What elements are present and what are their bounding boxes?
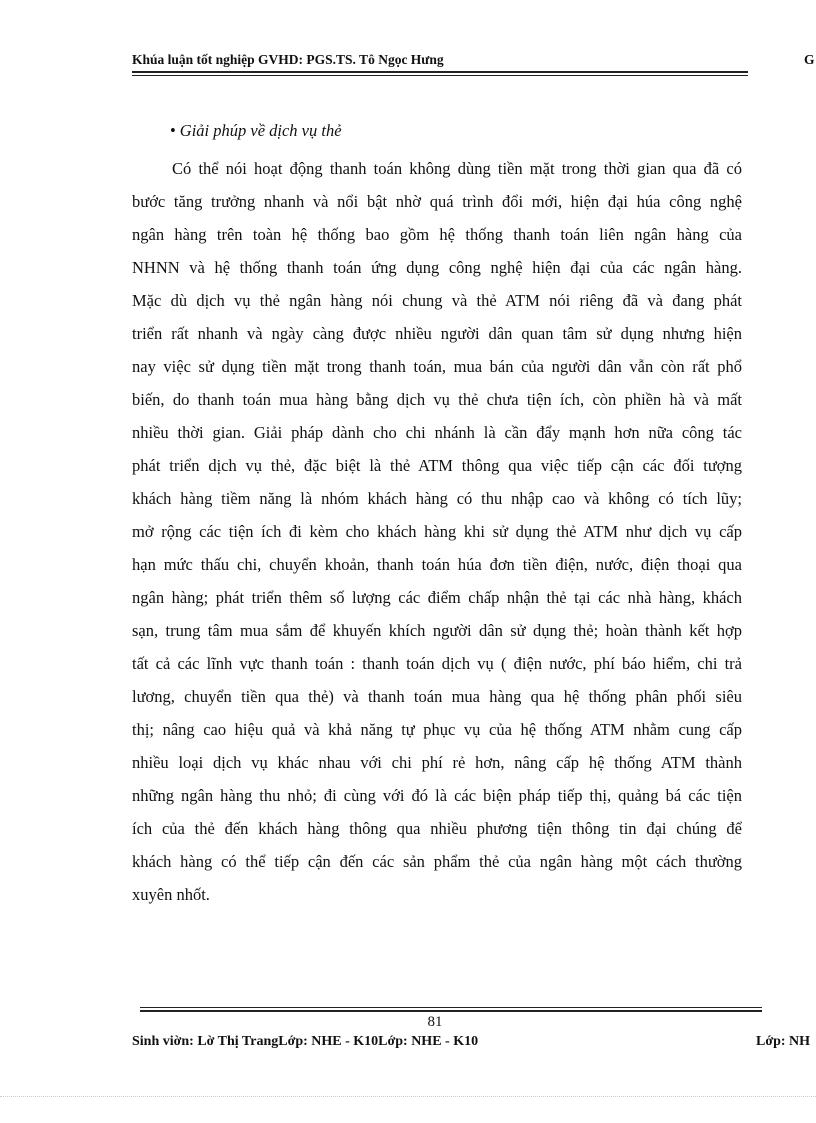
header-rule-top [132,71,748,73]
text-line: xuyên nhốt. [132,885,210,904]
text-line: biến, do thanh toán mua hàng bằng dịch vụ thẻ chưa tiện ích, còn phiền hà và mất [132,390,742,409]
header-thesis-title: Khúa luận tốt nghiệp GVHD: PGS.TS. Tô Ngọc Hưng [132,52,444,67]
header-rule-bottom [132,75,748,76]
page-bottom-divider [0,1096,816,1097]
text-line: ngân hàng trên toàn hệ thống bao gồm hệ thống thanh toán liên ngân hàng của [132,225,742,244]
text-line: lương, chuyển tiền qua thẻ) và thanh toán mua hàng qua hệ thống phân phối siêu [132,687,742,706]
header-right-text: G [804,52,815,67]
page-number: 81 [427,1014,443,1030]
text-line: NHNN và hệ thống thanh toán ứng dụng công nghệ hiện đại của các ngân hàng. [132,258,742,277]
text-line: thị; nâng cao hiệu quả và khả năng tự phục vụ của hệ thống ATM nhằm cung cấp [132,720,742,739]
text-line: mở rộng các tiện ích đi kèm cho khách hàng khi sử dụng thẻ ATM như dịch vụ cấp [132,522,742,541]
footer-class-info: Lớp: NH [756,1034,811,1049]
text-line: phát triển dịch vụ thẻ, đặc biệt là thẻ ATM thông qua việc tiếp cận các đối tượng [132,456,742,475]
text-line: sạn, trung tâm mua sắm để khuyến khích người dân sử dụng thẻ; hoàn thành kết hợp [132,621,742,640]
text-line: nhiều loại dịch vụ khác nhau với chi phí rẻ hơn, nâng cấp hệ thống ATM thành [132,753,742,772]
bullet-icon: • [170,121,176,140]
footer-rule-bottom [140,1010,762,1012]
section-heading [170,121,342,141]
text-line: ngân hàng; phát triển thêm số lượng các điểm chấp nhận thẻ tại các nhà hàng, khách [132,588,742,607]
text-line: ích của thẻ đến khách hàng thông qua nhiều phương tiện thông tin đại chúng để [132,819,742,838]
text-line: nay việc sử dụng tiền mặt trong thanh toán, mua bán của người dân vẫn còn rất phổ [132,357,742,376]
text-line: những ngân hàng thu nhỏ; đi cùng với đó là các biện pháp tiếp thị, quảng bá các tiện [132,786,742,805]
text-line: hạn mức thấu chi, chuyển khoản, thanh toán húa đơn tiền điện, nước, điện thoại qua [132,555,742,574]
footer-rule-top [140,1007,762,1008]
section-title: Giải phúp về dịch vụ thẻ [179,121,342,140]
body-paragraph [132,152,742,911]
text-line: bước tăng trưởng nhanh và nổi bật nhờ quá trình đổi mới, hiện đại húa công nghệ [132,192,742,211]
text-line: tất cả các lĩnh vực thanh toán : thanh toán dịch vụ ( điện nước, phí báo hiểm, chi trả [132,654,742,673]
text-line: triển rất nhanh và ngày càng được nhiều người dân quan tâm sử dụng nhưng hiện [132,324,742,343]
footer-student-info: Sinh viờn: Lờ Thị TrangLớp: NHE - K10Lớp: NHE - K10 [132,1034,479,1049]
text-line: Có thể nói hoạt động thanh toán không dùng tiền mặt trong thời gian qua đã có [172,159,742,178]
text-line: nhiều thời gian. Giải pháp dành cho chi nhánh là cần đẩy mạnh hơn nữa công tác [132,423,742,442]
text-line: khách hàng có thể tiếp cận đến các sản phẩm thẻ của ngân hàng một cách thường [132,852,742,871]
text-line: khách hàng tiềm năng là nhóm khách hàng có thu nhập cao và không có tích lũy; [132,489,742,508]
page-footer [132,1034,816,1056]
text-line: Mặc dù dịch vụ thẻ ngân hàng nói chung và thẻ ATM nói riêng đã và đang phát [132,291,742,310]
